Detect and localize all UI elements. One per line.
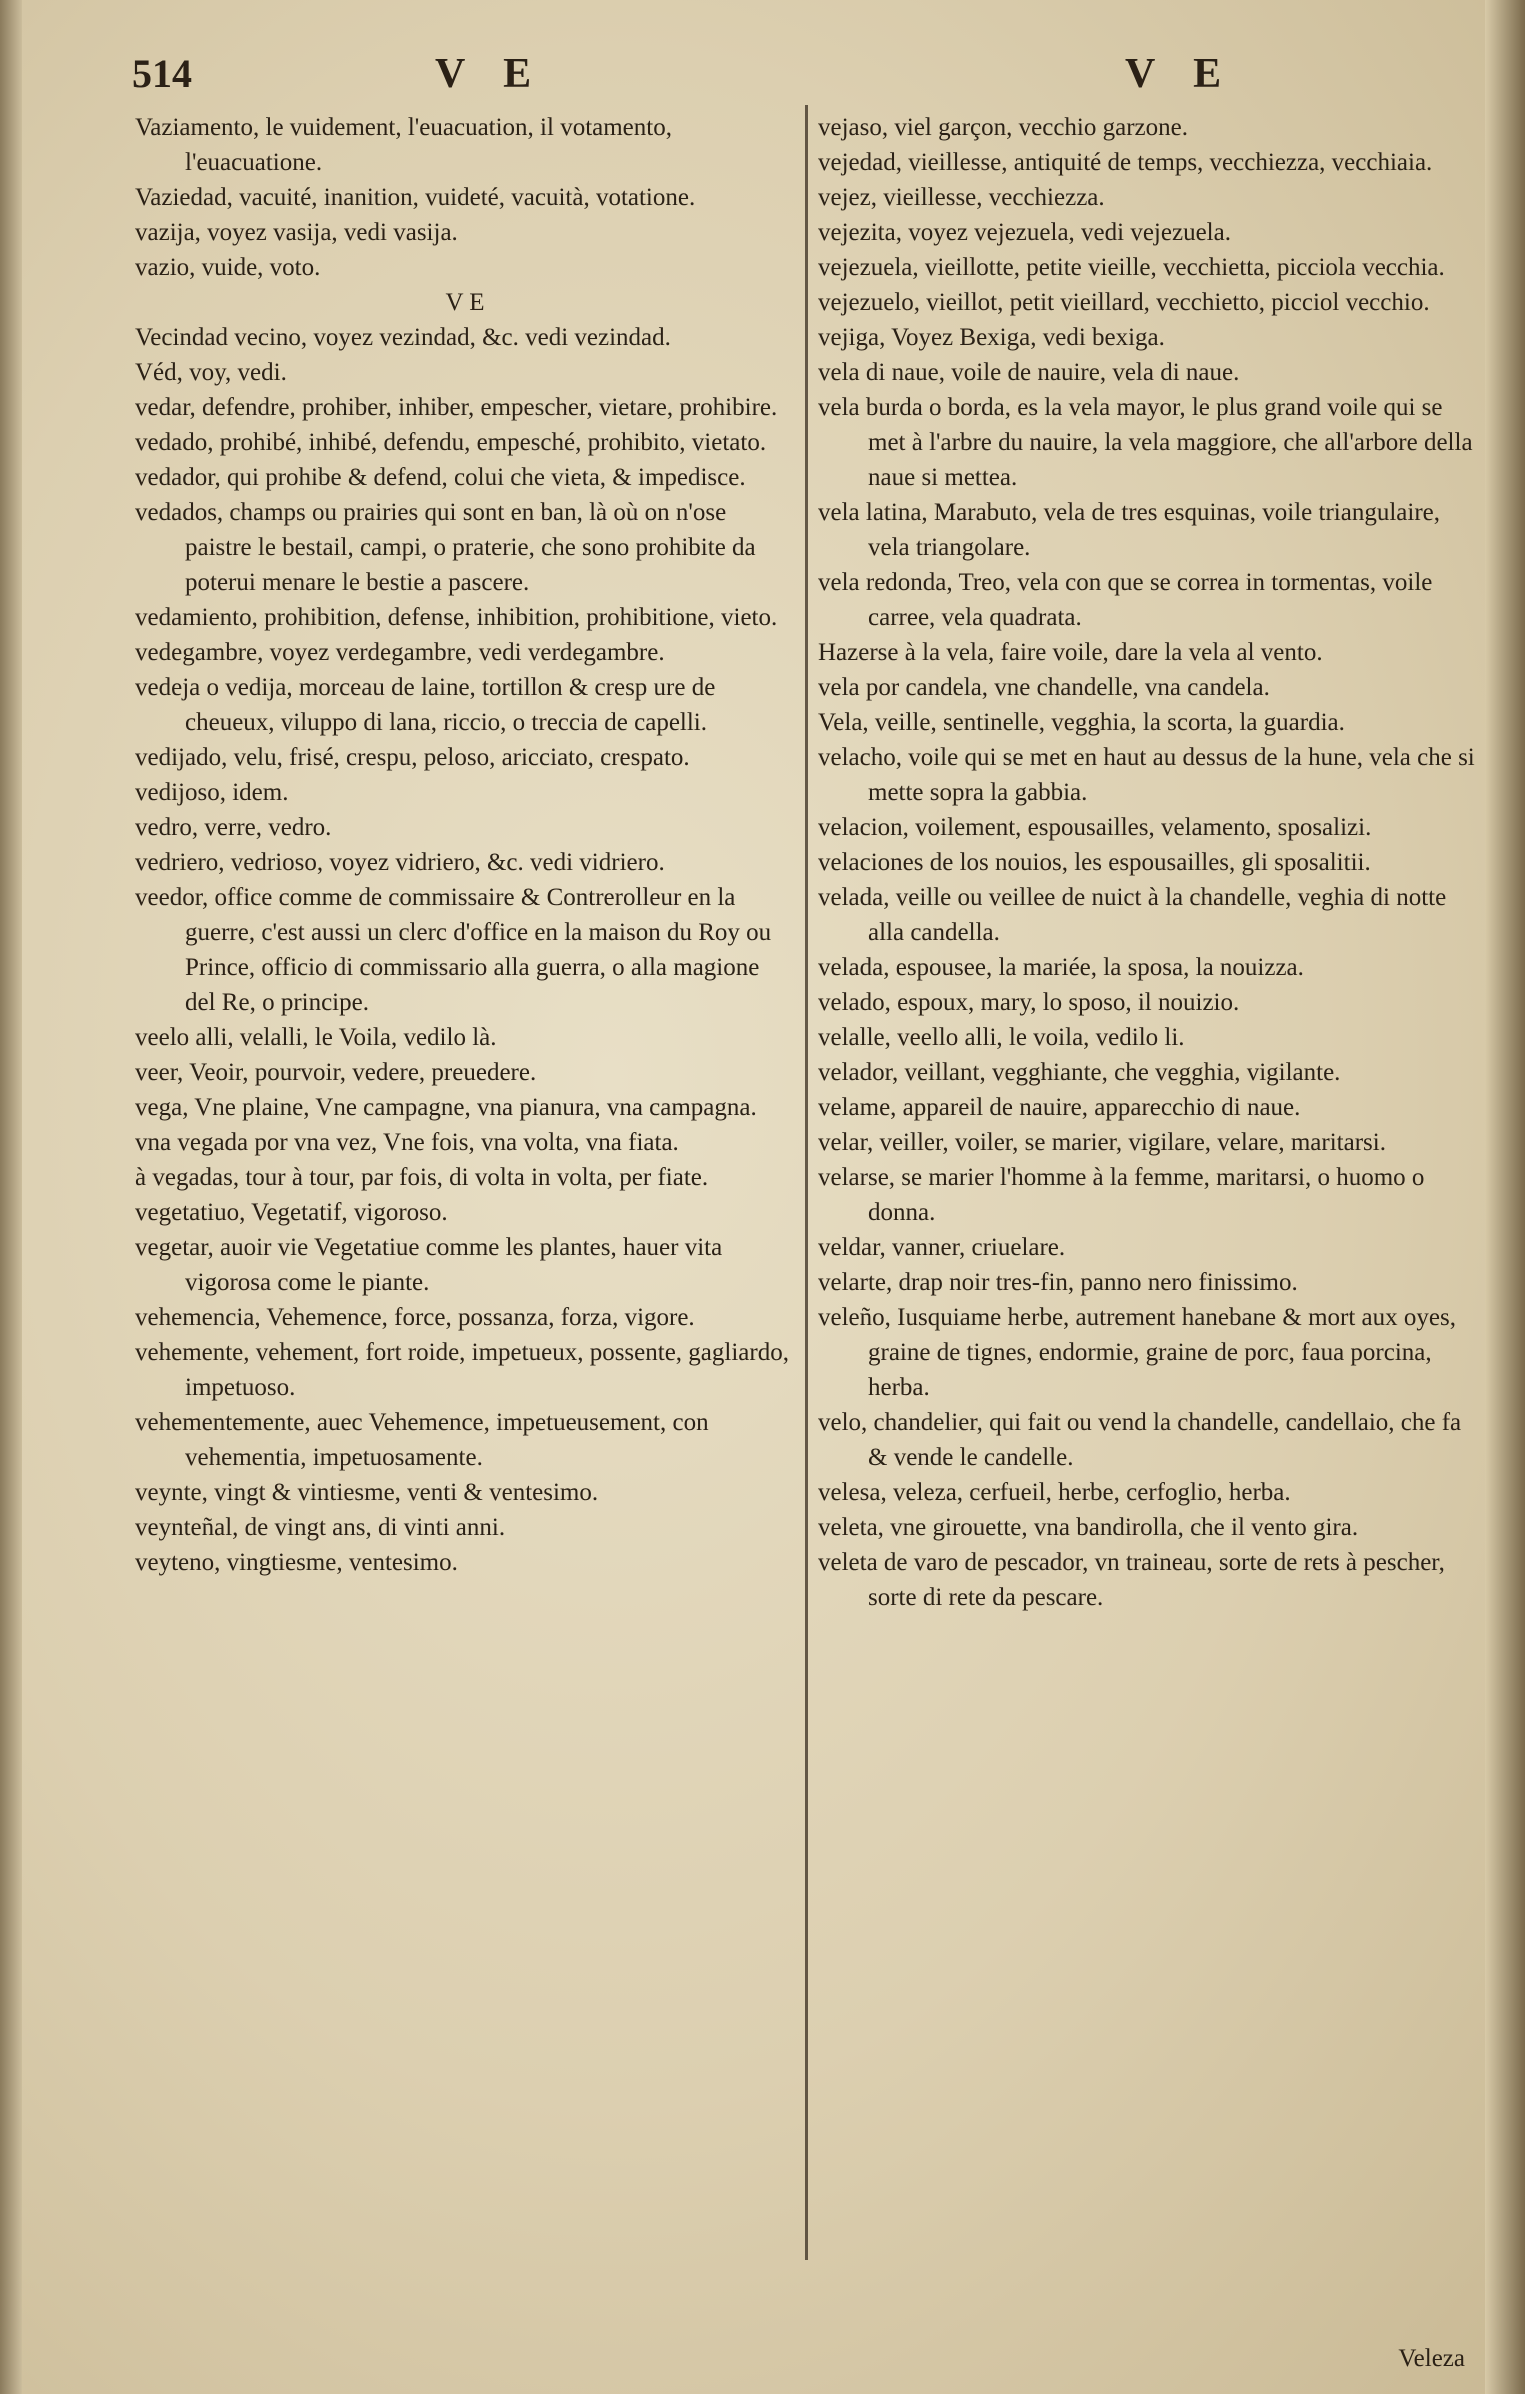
page-edge-left bbox=[0, 0, 22, 2394]
dictionary-entry: Hazerse à la vela, faire voile, dare la vela al vento. bbox=[818, 639, 1323, 666]
section-heading: V E bbox=[445, 289, 485, 316]
dictionary-entry: vejedad, vieillesse, antiquité de temps, vecchiezza, vecchiaia. bbox=[818, 149, 1433, 176]
right-column bbox=[818, 110, 1478, 1615]
page-edge-right bbox=[1485, 0, 1525, 2394]
page-header bbox=[0, 50, 1525, 110]
dictionary-entry: velada, veille ou veillee de nuict à la chandelle, veghia di notte alla candella. bbox=[818, 884, 1447, 946]
dictionary-entry: veyteno, vingtiesme, ventesimo. bbox=[135, 1549, 458, 1576]
dictionary-entry: vejez, vieillesse, vecchiezza. bbox=[818, 184, 1105, 211]
dictionary-entry: vedamiento, prohibition, defense, inhibition, prohibitione, vieto. bbox=[135, 604, 778, 631]
dictionary-entry: vejezuela, vieillotte, petite vieille, vecchietta, picciola vecchia. bbox=[818, 254, 1445, 281]
running-head-right: V E bbox=[1125, 51, 1236, 97]
catchword: Veleza bbox=[1398, 2345, 1465, 2372]
dictionary-entry: Vaziamento, le vuidement, l'euacuation, il votamento, l'euacuatione. bbox=[135, 114, 672, 176]
dictionary-entry: velesa, veleza, cerfueil, herbe, cerfoglio, herba. bbox=[818, 1479, 1291, 1506]
dictionary-entry: velada, espousee, la mariée, la sposa, la nouizza. bbox=[818, 954, 1304, 981]
dictionary-entry: vehemencia, Vehemence, force, possanza, forza, vigore. bbox=[135, 1304, 695, 1331]
dictionary-entry: Véd, voy, vedi. bbox=[135, 359, 287, 386]
dictionary-entry: vedeja o vedija, morceau de laine, tortillon & cresp ure de cheueux, viluppo di lana, riccio, o treccia de capelli. bbox=[135, 674, 716, 736]
dictionary-entry: velo, chandelier, qui fait ou vend la chandelle, candellaio, che fa & vende le candelle. bbox=[818, 1409, 1462, 1471]
dictionary-entry: velacho, voile qui se met en haut au dessus de la hune, vela che si mette sopra la gabbia. bbox=[818, 744, 1475, 806]
dictionary-entry: vela redonda, Treo, vela con que se correa in tormentas, voile carree, vela quadrata. bbox=[818, 569, 1433, 631]
dictionary-entry: vedijoso, idem. bbox=[135, 779, 289, 806]
dictionary-entry: vedados, champs ou prairies qui sont en ban, là où on n'ose paistre le bestail, campi, o praterie, che sono prohibite da poterui menare le bestie a pascere. bbox=[135, 499, 756, 596]
dictionary-entry: vedriero, vedrioso, voyez vidriero, &c. vedi vidriero. bbox=[135, 849, 665, 876]
dictionary-entry: vedado, prohibé, inhibé, defendu, empesché, prohibito, vietato. bbox=[135, 429, 767, 456]
dictionary-entry: vejezuelo, vieillot, petit vieillard, vecchietto, picciol vecchio. bbox=[818, 289, 1430, 316]
dictionary-entry: vna vegada por vna vez, Vne fois, vna volta, vna fiata. bbox=[135, 1129, 679, 1156]
dictionary-entry: velame, appareil de nauire, apparecchio di naue. bbox=[818, 1094, 1301, 1121]
running-head-left: V E bbox=[435, 51, 546, 97]
dictionary-entry: vazio, vuide, voto. bbox=[135, 254, 321, 281]
dictionary-entry: vegetatiuo, Vegetatif, vigoroso. bbox=[135, 1199, 448, 1226]
dictionary-entry: vedador, qui prohibe & defend, colui che vieta, & impedisce. bbox=[135, 464, 746, 491]
dictionary-entry: Vecindad vecino, voyez vezindad, &c. vedi vezindad. bbox=[135, 324, 671, 351]
dictionary-entry: Vaziedad, vacuité, inanition, vuideté, vacuità, votatione. bbox=[135, 184, 696, 211]
dictionary-entry: vela por candela, vne chandelle, vna candela. bbox=[818, 674, 1270, 701]
dictionary-entry: veedor, office comme de commissaire & Contrerolleur en la guerre, c'est aussi un clerc d'office en la maison du Roy ou Prince, officio di commissario alla guerra, o alla magione del Re, o principe. bbox=[135, 884, 772, 1016]
dictionary-entry: vazija, voyez vasija, vedi vasija. bbox=[135, 219, 458, 246]
dictionary-entry: velarte, drap noir tres-fin, panno nero finissimo. bbox=[818, 1269, 1298, 1296]
dictionary-entry: vedegambre, voyez verdegambre, vedi verdegambre. bbox=[135, 639, 665, 666]
dictionary-entry: velado, espoux, mary, lo sposo, il nouizio. bbox=[818, 989, 1240, 1016]
dictionary-entry: velaciones de los nouios, les espousailles, gli sposalitii. bbox=[818, 849, 1371, 876]
left-column bbox=[135, 110, 795, 1580]
dictionary-entry: vela burda o borda, es la vela mayor, le plus grand voile qui se met à l'arbre du nauire, la vela maggiore, che all'arbore della naue si mettea. bbox=[818, 394, 1473, 491]
dictionary-entry: vela latina, Marabuto, vela de tres esquinas, voile triangulaire, vela triangolare. bbox=[818, 499, 1440, 561]
dictionary-entry: vejaso, viel garçon, vecchio garzone. bbox=[818, 114, 1188, 141]
dictionary-entry: vehementemente, auec Vehemence, impetueusement, con vehementia, impetuosamente. bbox=[135, 1409, 709, 1471]
dictionary-entry: vega, Vne plaine, Vne campagne, vna pianura, vna campagna. bbox=[135, 1094, 757, 1121]
dictionary-entry: veynteñal, de vingt ans, di vinti anni. bbox=[135, 1514, 506, 1541]
dictionary-entry: veer, Veoir, pourvoir, vedere, preuedere. bbox=[135, 1059, 537, 1086]
dictionary-entry: vejiga, Voyez Bexiga, vedi bexiga. bbox=[818, 324, 1165, 351]
dictionary-entry: veynte, vingt & vintiesme, venti & ventesimo. bbox=[135, 1479, 599, 1506]
dictionary-entry: velacion, voilement, espousailles, velamento, sposalizi. bbox=[818, 814, 1372, 841]
dictionary-entry: velalle, veello alli, le voila, vedilo li. bbox=[818, 1024, 1185, 1051]
dictionary-entry: vedijado, velu, frisé, crespu, peloso, aricciato, crespato. bbox=[135, 744, 690, 771]
dictionary-entry: veleño, Iusquiame herbe, autrement hanebane & mort aux oyes, graine de tignes, endormie, graine de porc, faua porcina, herba. bbox=[818, 1304, 1456, 1401]
dictionary-entry: veleta de varo de pescador, vn traineau, sorte de rets à pescher, sorte di rete da pescare. bbox=[818, 1549, 1445, 1611]
dictionary-entry: vedro, verre, vedro. bbox=[135, 814, 332, 841]
dictionary-entry: Vela, veille, sentinelle, vegghia, la scorta, la guardia. bbox=[818, 709, 1345, 736]
dictionary-entry: veldar, vanner, criuelare. bbox=[818, 1234, 1066, 1261]
dictionary-entry: velarse, se marier l'homme à la femme, maritarsi, o huomo o donna. bbox=[818, 1164, 1425, 1226]
column-divider bbox=[805, 105, 808, 2260]
dictionary-entry: vegetar, auoir vie Vegetatiue comme les plantes, hauer vita vigorosa come le piante. bbox=[135, 1234, 723, 1296]
dictionary-entry: vejezita, voyez vejezuela, vedi vejezuela. bbox=[818, 219, 1231, 246]
dictionary-entry: vehemente, vehement, fort roide, impetueux, possente, gagliardo, impetuoso. bbox=[135, 1339, 789, 1401]
dictionary-entry: vedar, defendre, prohiber, inhiber, empescher, vietare, prohibire. bbox=[135, 394, 778, 421]
dictionary-entry: vela di naue, voile de nauire, vela di naue. bbox=[818, 359, 1240, 386]
dictionary-entry: velar, veiller, voiler, se marier, vigilare, velare, maritarsi. bbox=[818, 1129, 1386, 1156]
dictionary-entry: veleta, vne girouette, vna bandirolla, che il vento gira. bbox=[818, 1514, 1359, 1541]
page-number: 514 bbox=[132, 51, 192, 96]
dictionary-entry: velador, veillant, vegghiante, che vegghia, vigilante. bbox=[818, 1059, 1341, 1086]
dictionary-entry: à vegadas, tour à tour, par fois, di volta in volta, per fiate. bbox=[135, 1164, 709, 1191]
dictionary-entry: veelo alli, velalli, le Voila, vedilo là. bbox=[135, 1024, 497, 1051]
